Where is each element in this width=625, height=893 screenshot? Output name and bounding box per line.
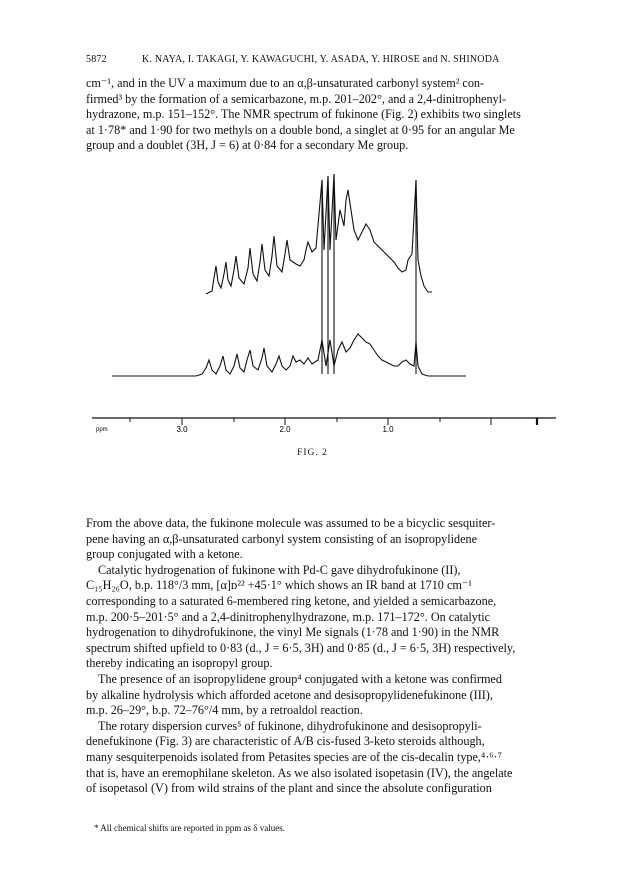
nmr-spectrum-figure <box>86 170 556 440</box>
text-line: m.p. 26–29°, b.p. 72–76°/4 mm, by a retroaldol reaction. <box>86 703 363 718</box>
axis-unit-label: ppm <box>96 427 108 433</box>
footnote: * All chemical shifts are reported in ppm as δ values. <box>94 823 285 833</box>
text-line: The rotary dispersion curves⁵ of fukinone, dihydrofukinone and desisopropyli- <box>98 718 482 733</box>
text-line: firmed³ by the formation of a semicarbazone, m.p. 201–202°, and a 2,4-dinitrophenyl- <box>86 91 507 106</box>
text-line: of isopetasol (V) from wild strains of the plant and since the absolute configuration <box>86 781 492 796</box>
text-line: group conjugated with a ketone. <box>86 547 243 562</box>
text-line: many sesquiterpenoids isolated from Petasites species are of the cis-decalin type,⁴·⁶·⁷ <box>86 749 502 764</box>
text-line: thereby indicating an isopropyl group. <box>86 656 273 671</box>
figure-caption: FIG. 2 <box>297 448 328 458</box>
tick-label: 2.0 <box>279 425 291 434</box>
text-line: group and a doublet (3H, J = 6) at 0·84 for a secondary Me group. <box>86 138 409 153</box>
tick-label: 3.0 <box>176 425 188 434</box>
axis-ticks <box>130 418 537 425</box>
text-line: The presence of an isopropylidene group⁴ conjugated with a ketone was confirmed <box>98 671 502 686</box>
body-text <box>86 516 556 797</box>
author-line: K. NAYA, I. TAKAGI, Y. KAWAGUCHI, Y. ASADA, Y. HIROSE and N. SHINODA <box>142 54 500 65</box>
text-line: Catalytic hydrogenation of fukinone with Pd-C gave dihydrofukinone (II), <box>98 562 461 577</box>
text-line: denefukinone (Fig. 3) are characteristic of A/B cis-fused 3-keto steroids although, <box>86 734 485 749</box>
text-line: C₁₅H₂₆O, b.p. 118°/3 mm, [α]ᴅ²² +45·1° which shows an IR band at 1710 cm⁻¹ <box>86 578 472 593</box>
text-line: From the above data, the fukinone molecule was assumed to be a bicyclic sesquiter- <box>86 516 496 530</box>
intro-paragraph <box>86 76 556 154</box>
tick-label: 1.0 <box>382 425 394 434</box>
text-line: m.p. 200·5–201·5° and a 2,4-dinitrophenylhydrazone, m.p. 171–172°. On catalytic <box>86 609 491 624</box>
text-line: pene having an α,β-unsaturated carbonyl system consisting of an isopropylidene <box>86 531 477 546</box>
text-line: by alkaline hydrolysis which afforded acetone and desisopropylidenefukinone (III), <box>86 687 493 702</box>
text-line: spectrum shifted upfield to 0·83 (d., J = 6·5, 3H) and 0·85 (d., J = 6·5, 3H) respectively, <box>86 640 516 655</box>
text-line: that is, have an eremophilane skeleton. As we also isolated isopetasin (IV), the angelate <box>86 765 513 780</box>
upper-trace <box>206 174 432 294</box>
page-number: 5872 <box>86 54 107 65</box>
text-line: at 1·78* and 1·90 for two methyls on a double bond, a singlet at 0·95 for an angular Me <box>86 122 515 137</box>
text-line: hydrogenation to dihydrofukinone, the vinyl Me signals (1·78 and 1·90) in the NMR <box>86 625 500 640</box>
text-line: corresponding to a saturated 6-membered ring ketone, and yielded a semicarbazone, <box>86 593 497 608</box>
text-line: cm⁻¹, and in the UV a maximum due to an α,β-unsaturated carbonyl system² con- <box>86 76 485 90</box>
text-line: hydrazone, m.p. 151–152°. The NMR spectrum of fukinone (Fig. 2) exhibits two singlets <box>86 107 521 122</box>
lower-trace <box>112 334 466 376</box>
